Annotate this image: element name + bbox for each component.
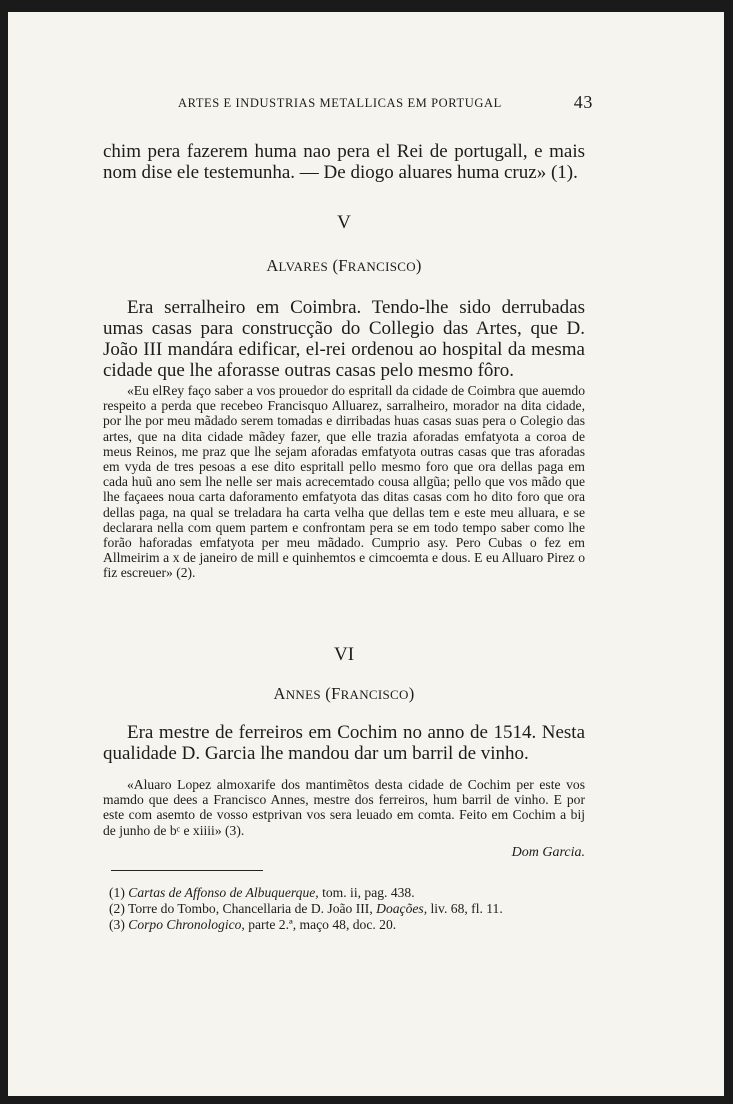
footnote-title: Corpo Chronologico,	[128, 917, 245, 932]
footnote-rest: parte 2.ª, maço 48, doc. 20.	[244, 917, 397, 932]
footnote-title: Cartas de Affonso de Albuquerque,	[128, 885, 319, 900]
footnote-mark: (3)	[109, 917, 125, 932]
running-title: ARTES E INDUSTRIAS METALLICAS EM PORTUGAL	[178, 96, 502, 110]
heading-paren-rest: RANCISCO	[347, 259, 416, 274]
section-numeral-v: V	[337, 212, 351, 233]
footnote-1	[103, 885, 585, 901]
footnote-2	[103, 901, 585, 917]
continuation-paragraph	[103, 141, 585, 183]
heading-paren-initial: F	[338, 256, 348, 275]
heading-paren-initial: F	[331, 684, 341, 703]
footnotes	[103, 885, 585, 933]
section-vi-body-text: Era mestre de ferreiros em Cochim no anno de 1514. Nesta qualidade D. Garcia lhe mandou dar um barril de vinho.	[103, 722, 585, 764]
section-v-quote	[103, 383, 585, 581]
heading-initial: A	[273, 684, 286, 703]
signature: Dom Garcia.	[511, 845, 585, 860]
footnote-mark: (1)	[109, 885, 125, 900]
footnote-rest: liv. 68, fl. 11.	[427, 901, 503, 916]
section-v-body-text: Era serralheiro em Coimbra. Tendo-lhe sido derrubadas umas casas para construcção do Collegio das Artes, que D. João III mandára edificar, el-rei ordenou ao hospital da mesma cidade que lhe aforasse outras casas pelo mesmo fôro.	[103, 297, 585, 381]
footnote-3	[103, 917, 585, 933]
heading-rest: NNES	[285, 687, 321, 702]
footnote-pre: Torre do Tombo, Chancellaria de D. João III,	[124, 901, 377, 916]
section-vi-quote	[103, 777, 585, 838]
continuation-text: chim pera fazerem huma nao pera el Rei de portugall, e mais nom dise ele testemunha. — De diogo aluares huma cruz» (1).	[103, 141, 585, 183]
section-heading-alvares: ALVARES (FRANCISCO)	[266, 256, 422, 275]
footnote-mark: (2)	[109, 901, 125, 916]
heading-paren-rest: RANCISCO	[340, 687, 409, 702]
book-page	[8, 12, 724, 1096]
section-v-quote-text: «Eu elRey faço saber a vos prouedor do espritall da cidade de Coimbra que auemdo respeito a perda que recebeo Francisquo Alluarez, sarralheiro, morador na dita cidade, por lhe por meu mãdado serem tomadas e dirribadas huas casas suas pera o Colegio das artes, que na dita cidade mãdey fazer, que elle trazia aforadas emfatyota a coroa de meus Reinos, me praz que lhe sejam aforadas emfatyota outras casas que tras aforadas em vyda de tres pesoas a ese dito espritall pello mesmo foro que ora dellas paga em cada huũ ano sem lhe nelle ser mais acrecemtado cousa allgũa; pello que vos mãdo que lhe façaees noua carta daforamento emfatyota das ditas casas com ho dito foro que ora dellas paga, na qual se treladara ha carta velha que dellas tem e este meu alluara, e se declarara nella com quem partem e confrontam pera se em todo tempo saber como lhe forão haforadas emfatyota per meu mãdado. Cumprio asy. Pero Cubas o fez em Allmeirim a x de janeiro de mill e quinhemtos e cimcoemta e dous. E eu Alluaro Pirez o fiz escreuer» (2).	[103, 383, 585, 581]
section-vi-body	[103, 722, 585, 764]
footnote-divider	[111, 870, 263, 871]
footnote-title: Doações,	[376, 901, 428, 916]
section-heading-annes: ANNES (FRANCISCO)	[273, 684, 415, 703]
section-v-body	[103, 297, 585, 381]
heading-rest: LVARES	[278, 259, 329, 274]
page-number: 43	[573, 92, 593, 112]
section-vi-quote-text: «Aluaro Lopez almoxarife dos mantimẽtos desta cidade de Cochim per este vos mamdo que dees a Francisco Annes, mestre dos ferreiros, hum barril de vinho. E por este com asemto de vosso estprivan vos sera leuado em comta. Feito em Cochim a bij de junho de bᶜ e xiiii» (3).	[103, 777, 585, 838]
section-numeral-vi: VI	[333, 644, 355, 665]
footnote-rest: tom. ii, pag. 438.	[318, 885, 415, 900]
heading-initial: A	[266, 256, 279, 275]
